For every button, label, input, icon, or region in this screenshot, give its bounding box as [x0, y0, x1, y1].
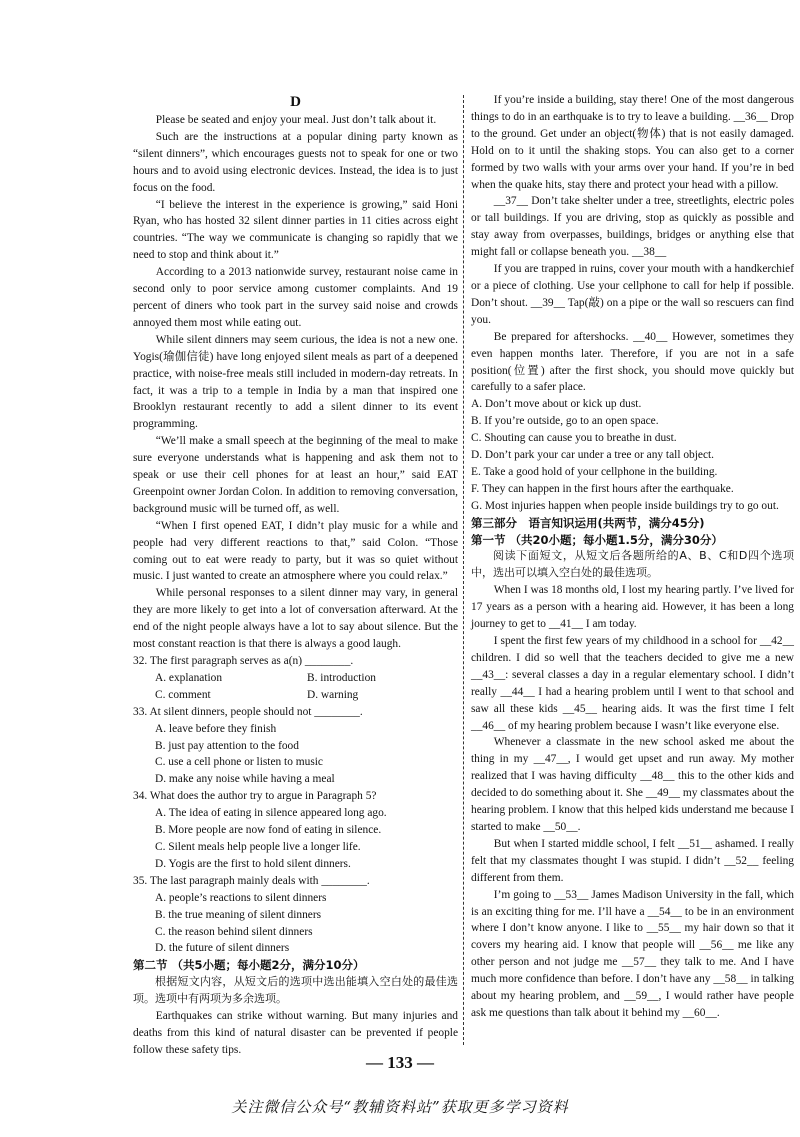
right-column	[471, 92, 794, 1022]
passage-paragraph: While silent dinners may seem curious, the idea is not a new one. Yogis(瑜伽信徒) have long enjoyed silent meals as part of a deepened practice, with noise-free meals still included in modern-day retreats. In fact, it was a trip to a temple in India by a man that inspired one Brooklyn restaurant recently to add a silent dinner to its event programming.	[133, 333, 458, 431]
footer-note: 关注微信公众号“教辅资料站”获取更多学习资料	[231, 1098, 569, 1116]
option-a: A. people’s reactions to silent dinners	[155, 891, 327, 904]
passage-paragraph: “I believe the interest in the experience is growing,” said Honi Ryan, who has hosted 32 silent dinner parties in 11 cities across eight countries. “The way we communicate is changing so rapidly that we need to stop and think about it.”	[133, 198, 458, 262]
passage-paragraph: __37__ Don’t take shelter under a tree, streetlights, electric poles or tall buildings. If you are driving, stop as quickly as possible and stay away from overpasses, buildings, bridges or anything else that might fall or collapse beneath you. __38__	[471, 195, 794, 259]
option-b: B. If you’re outside, go to an open space.	[471, 415, 659, 428]
option-d: D. Yogis are the first to hold silent dinners.	[155, 857, 351, 870]
left-column	[133, 92, 458, 1059]
passage-paragraph: According to a 2013 nationwide survey, restaurant noise came in second only to poor service among customer complaints. And 19 percent of diners who took part in the survey said noise and crowds annoyed them most while eating out.	[133, 266, 458, 329]
option-a: A. Don’t move about or kick up dust.	[471, 398, 642, 411]
question-34	[133, 788, 458, 873]
passage-paragraph: Please be seated and enjoy your meal. Just don’t talk about it.	[155, 114, 437, 126]
question-stem: 34. What does the author try to argue in Paragraph 5?	[133, 790, 377, 803]
section-2-heading: 第二节 （共5小题；每小题2分，满分10分）	[133, 958, 365, 973]
passage-paragraph: Be prepared for aftershocks. __40__ However, sometimes they even happen months later. Therefore, if you are not in a safe position(位置) after the first shock, you should move quickly but carefully to a safer place.	[471, 330, 794, 394]
cloze-paragraph: Whenever a classmate in the new school asked me about the thing in my __47__, I would get upset and run away. My mother realized that I was having difficulty __48__ this to the other kids and decided to do something about it. She __49__ my classmates about the hearing problem. I know that this helped kids understand me because I started to make __50__.	[471, 736, 794, 833]
section-2-instructions: 根据短文内容，从短文后的选项中选出能填入空白处的最佳选项。选项中有两项为多余选项。	[133, 975, 458, 1006]
part-3-heading: 第三部分 语言知识运用(共两节，满分45分)	[471, 515, 705, 530]
question-35	[133, 873, 458, 958]
option-b: B. More people are now fond of eating in silence.	[155, 824, 382, 837]
passage-d-title: D	[290, 94, 301, 110]
question-stem: 32. The first paragraph serves as a(n) ________.	[133, 655, 354, 667]
option-a: A. The idea of eating in silence appeared long ago.	[155, 807, 387, 820]
option-g: G. Most injuries happen when people inside buildings try to go out.	[471, 499, 779, 512]
option-b: B. just pay attention to the food	[155, 739, 299, 752]
earthquake-intro: Earthquakes can strike without warning. But many injuries and deaths from this kind of natural disaster can be prevented if people follow these safety tips.	[133, 1010, 458, 1056]
passage-paragraph: If you’re inside a building, stay there! One of the most dangerous things to do in an earthquake is to try to leave a building. __36__ Drop to the ground. Get under an object(物体) that is not easily damaged. Hold on to it until the shaking stops. You can also get to a corner formed by two walls with your arms over your hand. If you’re in bed when the quake hits, stay there and protect your head with a pillow.	[471, 94, 794, 191]
option-c: C. comment	[155, 688, 211, 701]
cloze-paragraph: When I was 18 months old, I lost my hearing partly. I’ve lived for 17 years as a person with a hearing aid. However, it has been a long journey to get to __41__ I am today.	[471, 584, 794, 631]
option-c: C. use a cell phone or listen to music	[155, 756, 323, 769]
passage-paragraph: Such are the instructions at a popular dining party known as “silent dinners”, which encourages guests not to speak for one or two hours and to avoid using electronic devices. Instead, the idea is to just focus on the food.	[133, 130, 458, 194]
column-divider	[463, 95, 464, 1045]
option-d: D. the future of silent dinners	[155, 942, 290, 955]
option-f: F. They can happen in the first hours after the earthquake.	[471, 482, 734, 495]
option-c: C. the reason behind silent dinners	[155, 925, 313, 938]
option-a: A. leave before they finish	[155, 722, 277, 735]
passage-paragraph: If you are trapped in ruins, cover your mouth with a handkerchief or a piece of clothing. Use your cellphone to call for help if possible. Don’t shout. __39__ Tap(敲) on a pipe or the wall so rescuers can find you.	[471, 263, 794, 326]
option-c: C. Silent meals help people live a longer life.	[155, 840, 361, 853]
passage-paragraph: While personal responses to a silent dinner may vary, in general they are more likely to get into a lot of conversation afterward. At the end of the night people always have a lot to say about silence. But the most constant reaction is that there is always a good laugh.	[133, 587, 458, 651]
section-1-instructions: 阅读下面短文，从短文后各题所给的A、B、C和D四个选项中，选出可以填入空白处的最佳选项。	[471, 549, 794, 580]
option-d: D. Don’t park your car under a tree or any tall object.	[471, 449, 715, 462]
option-b: B. the true meaning of silent dinners	[155, 908, 322, 921]
cloze-paragraph: I’m going to __53__ James Madison University in the fall, which is an exciting thing for me. I’ll have a __54__ to be in an environment where I don’t know anyone. I like to __55__ my hair down so that it covers my hearing aid. I know that people will __56__ me like any other person and not judge me __57__ they talk to me. And I have much more confidence than before. I don’t have any __58__ in talking about my hearing problem, and __59__, I would rather have people ask me questions than talk about it behind my __60__.	[471, 888, 794, 1019]
option-b: B. introduction	[307, 671, 376, 684]
section-1-heading: 第一节 （共20小题；每小题1.5分，满分30分）	[471, 532, 723, 547]
question-stem: 33. At silent dinners, people should not ________.	[133, 705, 363, 718]
page-number: — 133 —	[366, 1053, 434, 1072]
question-33	[133, 704, 458, 789]
option-a: A. explanation	[155, 671, 223, 684]
passage-paragraph: “We’ll make a small speech at the beginning of the meal to make sure everyone understands what is happening and ask them not to speak or use their cell phones for at least an hour,” said EAT Greenpoint owner Jordan Colon. In addition to removing conversation, background music will be turned off, as well.	[133, 435, 458, 515]
passage-paragraph: “When I first opened EAT, I didn’t play music for a while and people had very different reactions to that,” said Colon. “Those coming out to eat were ready to party, but it was so quiet without music. I just wanted to create an atmosphere where you could relax.”	[133, 519, 458, 583]
option-d: D. make any noise while having a meal	[155, 773, 335, 786]
option-c: C. Shouting can cause you to breathe in dust.	[471, 432, 677, 445]
question-stem: 35. The last paragraph mainly deals with ________.	[133, 874, 370, 887]
question-32	[133, 653, 458, 704]
option-e: E. Take a good hold of your cellphone in the building.	[471, 465, 718, 478]
option-d: D. warning	[307, 688, 359, 701]
cloze-paragraph: But when I started middle school, I felt __51__ ashamed. I really felt that my classmates thought I was stupid. I didn’t __52__ feeling different from them.	[471, 837, 794, 884]
cloze-paragraph: I spent the first few years of my childhood in a school for __42__ children. I did so well that the teachers decided to give me a new __43__: several classes a day in a regular elementary school. I didn’t really __44__ I had a hearing problem until I went to that school and saw all these kids __45__ hearing aids. It was the first time I felt __46__ of my hearing problem because I wasn’t like everyone else.	[471, 635, 794, 732]
